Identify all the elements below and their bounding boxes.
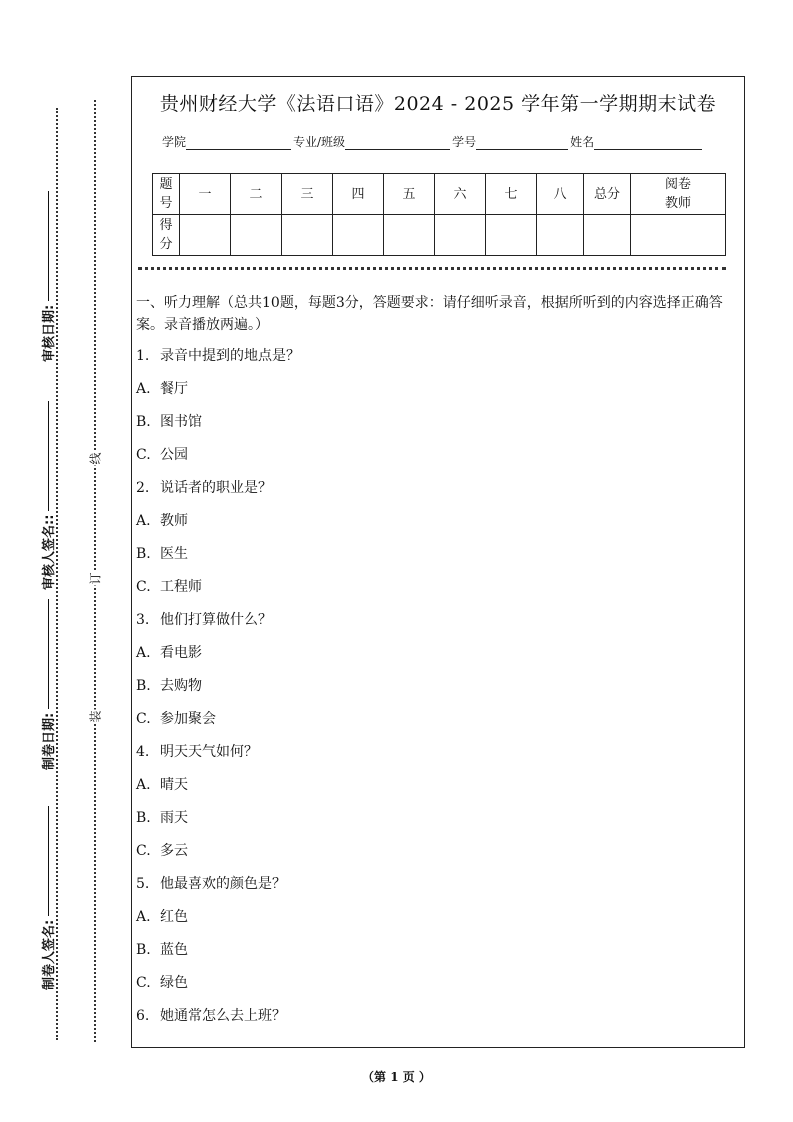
answer-option[interactable] [136, 906, 188, 926]
score-col-5: 五 [384, 174, 435, 215]
answer-option[interactable] [136, 840, 188, 860]
answer-option[interactable] [136, 378, 188, 398]
answer-option[interactable] [136, 807, 188, 827]
option-letter: A. [136, 381, 151, 397]
score-col-2: 二 [231, 174, 282, 215]
score-col-total: 总分 [584, 174, 631, 215]
option-text: 公园 [160, 447, 188, 463]
option-text: 蓝色 [160, 942, 188, 958]
answer-option[interactable] [136, 774, 188, 794]
make-date-field[interactable] [47, 599, 49, 709]
option-text: 雨天 [160, 810, 188, 826]
score-cell[interactable] [584, 215, 631, 256]
review-date-label: 审核日期: [38, 191, 57, 362]
option-letter: A. [136, 909, 151, 925]
option-letter: C. [136, 843, 151, 859]
score-cell[interactable] [180, 215, 231, 256]
option-text: 参加聚会 [160, 711, 216, 727]
student-id-field[interactable] [476, 137, 568, 150]
score-table [152, 173, 726, 256]
major-label: 专业/班级 [293, 135, 346, 149]
score-cell[interactable] [384, 215, 435, 256]
option-text: 餐厅 [160, 381, 188, 397]
answer-option[interactable] [136, 576, 202, 596]
option-text: 医生 [160, 546, 188, 562]
score-col-1: 一 [180, 174, 231, 215]
score-cell[interactable] [435, 215, 486, 256]
question-number: 2. [136, 480, 150, 496]
option-letter: C. [136, 711, 151, 727]
option-text: 教师 [160, 513, 188, 529]
review-date-field[interactable] [47, 191, 49, 301]
answer-option[interactable] [136, 708, 216, 728]
answer-option[interactable] [136, 642, 202, 662]
question-number: 5. [136, 876, 150, 892]
option-text: 工程师 [160, 579, 202, 595]
question [136, 873, 286, 893]
option-letter: A. [136, 777, 151, 793]
student-id-label: 学号 [452, 135, 477, 149]
maker-sign-label: 制卷人签名: [38, 806, 57, 990]
answer-option[interactable] [136, 411, 202, 431]
score-col-6: 六 [435, 174, 486, 215]
option-letter: B. [136, 546, 151, 562]
question [136, 609, 272, 629]
score-cell[interactable] [537, 215, 584, 256]
option-text: 图书馆 [160, 414, 202, 430]
question [136, 477, 272, 497]
score-cell[interactable] [333, 215, 384, 256]
option-text: 去购物 [160, 678, 202, 694]
reviewer-sign-field[interactable] [47, 401, 49, 511]
question-number: 1. [136, 348, 150, 364]
question-text: 说话者的职业是？ [160, 480, 272, 496]
college-label: 学院 [162, 135, 187, 149]
major-field[interactable] [345, 137, 450, 150]
exam-title: 贵州财经大学《法语口语》2024 - 2025 学年第一学期期末试卷 [159, 93, 717, 115]
answer-option[interactable] [136, 972, 188, 992]
score-col-8: 八 [537, 174, 584, 215]
page-footer: （第 1 页 ） [362, 1070, 431, 1084]
score-table-score-row [153, 215, 726, 256]
score-cell[interactable] [282, 215, 333, 256]
exam-frame [131, 76, 745, 1048]
score-row-head: 得 分 [153, 215, 180, 256]
answer-option[interactable] [136, 939, 188, 959]
answer-option[interactable] [136, 444, 188, 464]
score-col-grader: 阅卷 教师 [631, 174, 726, 215]
option-text: 晴天 [160, 777, 188, 793]
option-text: 绿色 [160, 975, 188, 991]
option-letter: B. [136, 414, 151, 430]
option-letter: B. [136, 678, 151, 694]
option-letter: A. [136, 513, 151, 529]
option-text: 多云 [160, 843, 188, 859]
option-text: 看电影 [160, 645, 202, 661]
name-field[interactable] [594, 137, 702, 150]
option-text: 红色 [160, 909, 188, 925]
answer-option[interactable] [136, 675, 202, 695]
option-letter: C. [136, 579, 151, 595]
college-field[interactable] [186, 137, 291, 150]
score-table-row-head: 题 号 [153, 174, 180, 215]
score-col-3: 三 [282, 174, 333, 215]
cut-line [138, 267, 726, 270]
score-col-7: 七 [486, 174, 537, 215]
question-text: 他最喜欢的颜色是？ [160, 876, 286, 892]
student-info-row [162, 133, 704, 150]
name-label: 姓名 [570, 135, 595, 149]
score-cell[interactable] [231, 215, 282, 256]
question-text: 明天天气如何？ [160, 744, 258, 760]
question-number: 4. [136, 744, 150, 760]
binding-char-zhuang: 装 [88, 710, 103, 723]
option-letter: B. [136, 810, 151, 826]
score-cell[interactable] [486, 215, 537, 256]
score-col-4: 四 [333, 174, 384, 215]
answer-option[interactable] [136, 543, 188, 563]
answer-option[interactable] [136, 510, 188, 530]
question [136, 345, 300, 365]
section-1-title: 一、听力理解（总共10题，每题3分，答题要求：请仔细听录音，根据所听到的内容选择正确答案。录音播放两遍。） [136, 295, 723, 333]
score-table-header-row [153, 174, 726, 215]
binding-char-xian: 线 [88, 452, 103, 465]
question-text: 录音中提到的地点是？ [160, 348, 300, 364]
score-cell[interactable] [631, 215, 726, 256]
option-letter: C. [136, 447, 151, 463]
option-letter: B. [136, 942, 151, 958]
question-text: 他们打算做什么？ [160, 612, 272, 628]
question-text: 她通常怎么去上班？ [160, 1008, 286, 1024]
make-date-label: 制卷日期: [38, 599, 57, 770]
question-number: 6. [136, 1008, 150, 1024]
reviewer-sign-label: 审核人签名:: [38, 401, 57, 590]
question-number: 3. [136, 612, 150, 628]
binding-char-ding: 订 [88, 572, 103, 585]
option-letter: C. [136, 975, 151, 991]
option-letter: A. [136, 645, 151, 661]
maker-sign-field[interactable] [47, 806, 49, 916]
question [136, 741, 258, 761]
question [136, 1005, 286, 1025]
